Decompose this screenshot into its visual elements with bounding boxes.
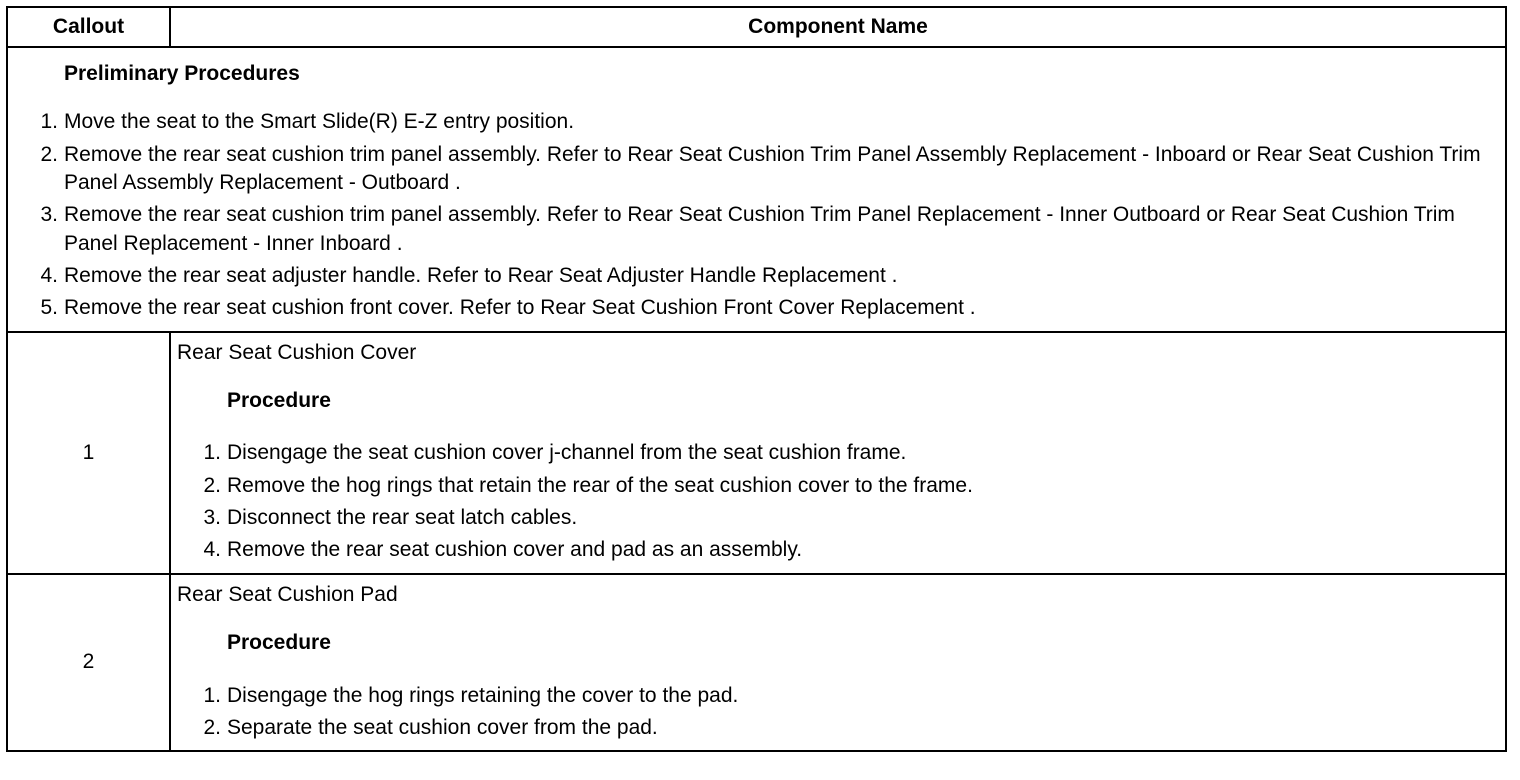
step-text: Disengage the seat cushion cover j-channel from the seat cushion frame. <box>227 441 907 465</box>
step-text: Remove the rear seat cushion front cover. Refer to Rear Seat Cushion Front Cover Replacement . <box>64 296 976 320</box>
step-text: Separate the seat cushion cover from the pad. <box>227 715 658 739</box>
list-item <box>203 682 1497 710</box>
step-text: Disengage the hog rings retaining the cover to the pad. <box>227 683 739 707</box>
step-number: 1. <box>40 110 58 134</box>
procedure-steps <box>177 439 1497 564</box>
step-number: 1. <box>203 683 221 707</box>
list-item <box>203 472 1497 500</box>
list-item <box>203 504 1497 532</box>
callout-number: 2 <box>7 574 170 751</box>
table-row <box>7 332 1506 574</box>
preliminary-heading: Preliminary Procedures <box>64 62 300 85</box>
list-item <box>203 714 1497 742</box>
list-item <box>40 262 1495 290</box>
step-number: 4. <box>40 264 58 288</box>
list-item <box>40 108 1495 136</box>
header-component-name: Component Name <box>170 7 1506 47</box>
step-number: 2. <box>203 715 221 739</box>
list-item <box>203 536 1497 564</box>
step-number: 5. <box>40 296 58 320</box>
step-text: Remove the rear seat cushion cover and pad as an assembly. <box>227 538 803 562</box>
step-number: 2. <box>40 142 58 166</box>
callout-number: 1 <box>7 332 170 574</box>
procedure-steps <box>177 682 1497 743</box>
list-item <box>203 439 1497 467</box>
procedure-heading: Procedure <box>227 389 331 413</box>
step-number: 4. <box>203 538 221 562</box>
component-cell <box>170 574 1506 751</box>
step-number: 3. <box>203 506 221 530</box>
procedure-table <box>6 6 1507 752</box>
header-callout: Callout <box>7 7 170 47</box>
step-text: Remove the rear seat cushion trim panel assembly. Refer to Rear Seat Cushion Trim Panel Replacement - Inner Outboard or Rear Seat Cushion Trim Panel Replacement - Inner Inboard . <box>64 203 1455 255</box>
step-number: 2. <box>203 473 221 497</box>
component-name: Rear Seat Cushion Cover <box>177 340 417 364</box>
step-number: 1. <box>203 441 221 465</box>
step-text: Remove the rear seat cushion trim panel assembly. Refer to Rear Seat Cushion Trim Panel Assembly Replacement - Inboard or Rear Seat Cushion Trim Panel Assembly Replacement - Outboard . <box>64 142 1481 195</box>
component-name: Rear Seat Cushion Pad <box>177 582 398 606</box>
step-number: 3. <box>40 203 58 227</box>
table-row <box>7 574 1506 751</box>
list-item <box>40 201 1495 258</box>
component-cell <box>170 332 1506 574</box>
step-text: Remove the hog rings that retain the rear of the seat cushion cover to the frame. <box>227 473 973 497</box>
step-text: Move the seat to the Smart Slide(R) E-Z entry position. <box>64 110 575 134</box>
header-row <box>7 7 1506 47</box>
preliminary-steps <box>24 108 1495 322</box>
step-text: Remove the rear seat adjuster handle. Refer to Rear Seat Adjuster Handle Replacement . <box>64 264 898 288</box>
list-item <box>40 294 1495 322</box>
preliminary-row <box>7 47 1506 332</box>
list-item <box>40 141 1495 198</box>
step-text: Disconnect the rear seat latch cables. <box>227 506 578 530</box>
preliminary-cell <box>7 47 1506 332</box>
procedure-heading: Procedure <box>227 631 331 655</box>
